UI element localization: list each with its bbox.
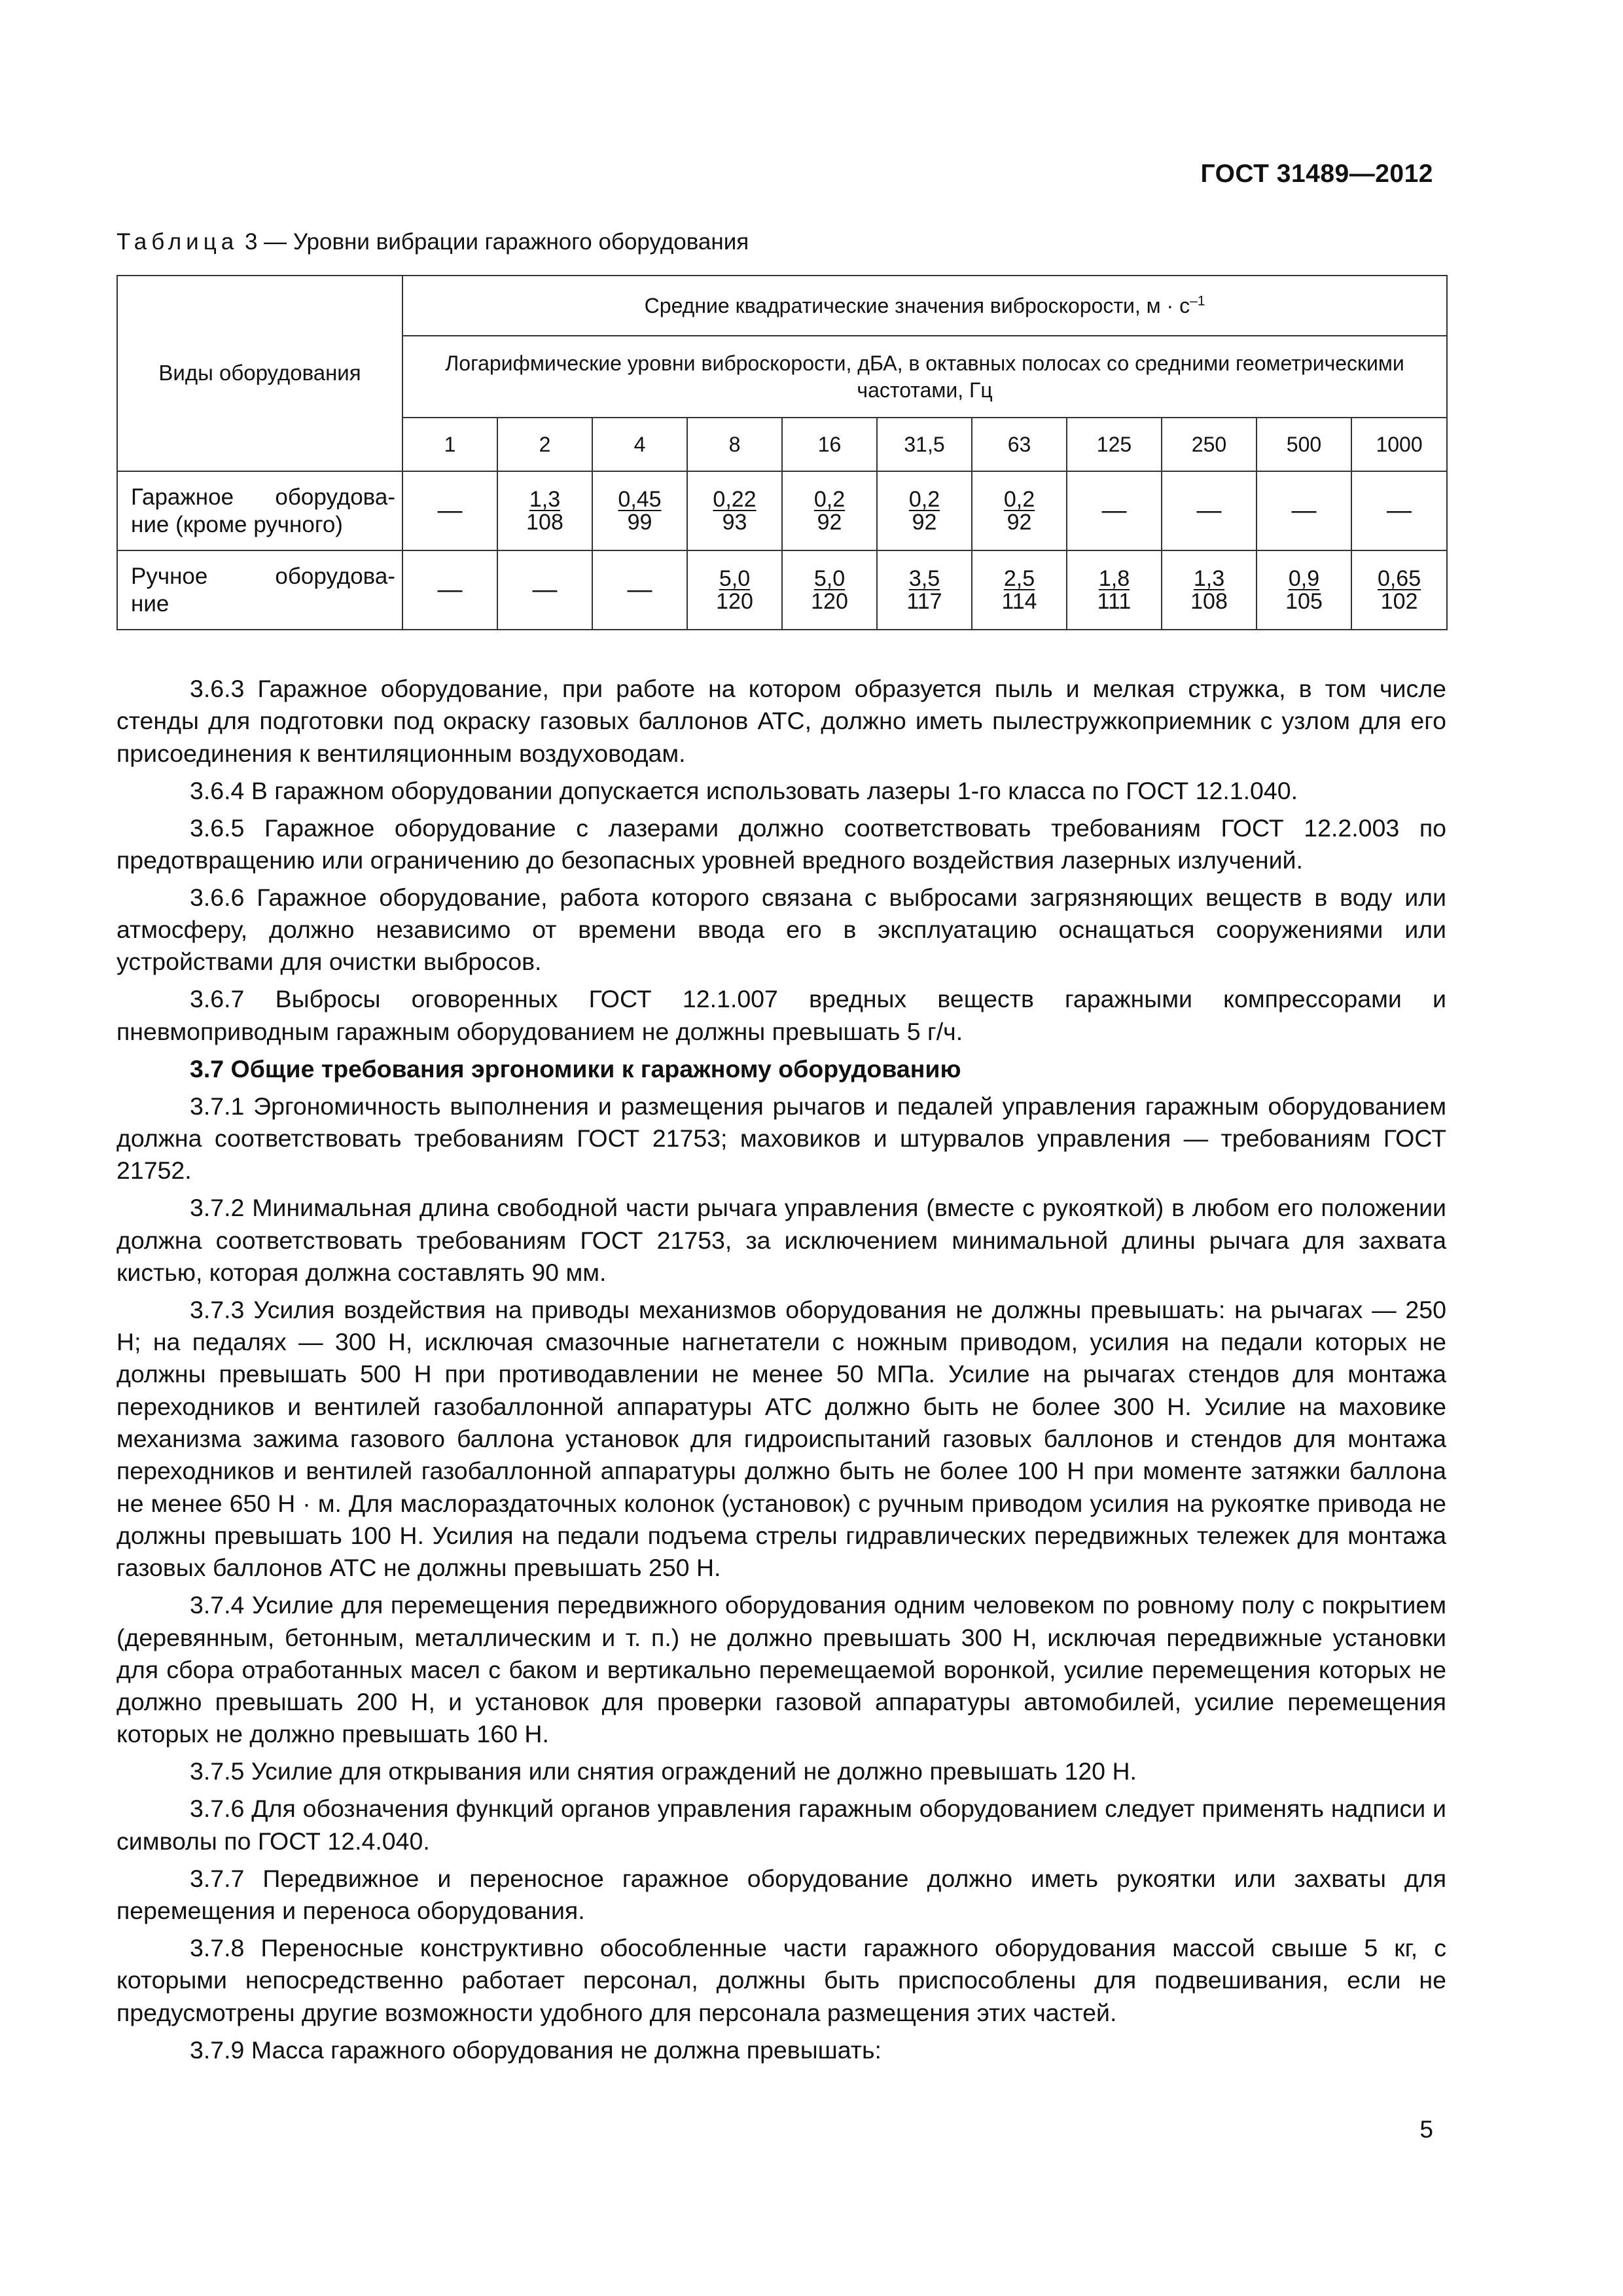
paragraph-3-7-4: 3.7.4 Усилие для перемещения передвижного оборудования одним человеком по ровному полу с покрытием (деревянным, бетонным, металлическим и т. п.) не должно превышать 300 Н, исключая передвижные установки для сбора отработанных масел с баком и вертикально перемещаемой воронкой, усилие перемещения которых не должно превышать 200 Н, и установок для проверки газовой аппаратуры автомобилей, усилие перемещения которых не должно превышать 160 Н. [116,1591,1446,1748]
freq-cell: 16 [782,418,877,471]
value-cell [1162,550,1257,630]
rms-value: 1,3 [529,486,561,512]
db-value: 108 [526,510,563,535]
rms-header-exponent: –1 [1190,293,1205,308]
freq-cell: 2 [497,418,592,471]
value-fraction [1097,567,1132,613]
db-value: 120 [716,589,753,614]
paragraph-3-7-3: 3.7.3 Усилия воздействия на приводы механизмов оборудования не должны превышать: на рычагах — 250 Н; на педалях — 300 Н, исключая смазочные нагнетатели с ножным приводом, усилия на педали которых не должны превышать 500 Н при противодавлении не менее 50 МПа. Усилие на рычагах стендов для монтажа переходников и вентилей газобаллонной аппаратуры АТС должно быть не более 300 Н. Усилие на маховике механизма зажима газового баллона установок для гидроиспытаний газовых баллонов и стендов для монтажа переходников и вентилей газобаллонной аппаратуры должно быть не более 100 Н при моменте затяжки баллона не менее 650 Н · м. Для маслораздаточных колонок (установок) с ручным приводом усилия на рукоятке привода не должны превышать 100 Н. Усилия на педали подъема стрелы гидравлических передвижных тележек для монтажа газовых баллонов АТС не должны превышать 250 Н. [116,1295,1446,1582]
paragraph-3-7-5: 3.7.5 Усилие для открывания или снятия ограждений не должно превышать 120 Н. [190,1757,1137,1785]
empty-dash: — [1291,497,1317,524]
rms-value: 0,22 [713,486,757,512]
value-fraction [906,567,942,613]
paragraph-3-6-4: 3.6.4 В гаражном оборудовании допускается использовать лазеры 1-го класса по ГОСТ 12.1.040. [190,776,1298,804]
empty-dash: — [627,576,652,603]
db-value: 105 [1285,589,1323,614]
table-caption [116,229,749,255]
section-heading-3-7: 3.7 Общие требования эргономики к гаражному оборудованию [190,1054,961,1083]
freq-cell: 1000 [1351,418,1447,471]
value-cell [592,471,687,550]
value-cell [402,550,497,630]
value-fraction [713,488,756,534]
table-caption-word: Таблица [116,229,239,255]
paragraph-3-6-5: 3.6.5 Гаражное оборудование с лазерами должно соответствовать требованиям ГОСТ 12.2.003 по предотвращению или ограничению до безопасных уровней вредного воздействия лазерных излучений. [116,814,1446,874]
row-name-line: ние (кроме ручного) [131,511,343,537]
empty-dash: — [1387,497,1412,524]
db-value: 117 [906,589,942,614]
value-fraction [1004,488,1035,534]
value-cell [782,471,877,550]
paragraph-3-7-9: 3.7.9 Масса гаражного оборудования не должна превышать: [190,2036,882,2064]
value-fraction [1378,567,1421,613]
value-cell [1257,471,1351,550]
log-levels-header: Логарифмические уровни виброскорости, дБА, в октавных полосах со средними геометрическими частотами, Гц [402,336,1447,418]
row-name [117,550,402,630]
value-cell [972,471,1067,550]
value-cell [877,471,972,550]
db-value: 92 [817,510,842,535]
paragraph-3-7-8: 3.7.8 Переносные конструктивно обособленные части гаражного оборудования массой свыше 5 кг, с которыми непосредственно работает персонал, должны быть приспособлены для подвешивания, если не предусмотрены другие возможности удобного для персонала размещения этих частей. [116,1933,1446,2026]
row-name-line: ние [131,590,169,617]
db-value: 102 [1380,589,1418,614]
value-cell [782,550,877,630]
value-fraction [1285,567,1323,613]
body-text [116,673,1446,2066]
table-row [117,471,1447,550]
freq-cell: 31,5 [877,418,972,471]
value-fraction [811,567,848,613]
db-value: 93 [722,510,747,535]
table-caption-title: 3 — Уровни вибрации гаражного оборудования [238,229,749,255]
freq-cell: 500 [1257,418,1351,471]
value-cell [1351,550,1447,630]
value-cell [877,550,972,630]
rms-value: 5,0 [813,565,846,591]
paragraph-3-6-7: 3.6.7 Выбросы оговоренных ГОСТ 12.1.007 вредных веществ гаражными компрессорами и пневмоприводным гаражным оборудованием не должны превышать 5 г/ч. [116,985,1446,1045]
table-row [117,550,1447,630]
db-value: 92 [912,510,937,535]
value-fraction [716,567,753,613]
db-value: 120 [811,589,848,614]
empty-dash: — [437,497,463,524]
row-name [117,471,402,550]
freq-cell: 250 [1162,418,1257,471]
rms-header [402,276,1447,336]
value-cell [687,471,782,550]
db-value: 114 [1001,589,1037,614]
freq-cell: 1 [402,418,497,471]
rms-value: 3,5 [908,565,940,591]
empty-dash: — [532,576,558,603]
value-cell [497,550,592,630]
db-value: 99 [627,510,652,535]
value-fraction [1190,567,1228,613]
value-fraction [618,488,661,534]
paragraph-3-6-6: 3.6.6 Гаражное оборудование, работа которого связана с выбросами загрязняющих веществ в воду или атмосферу, должно независимо от времени ввода его в эксплуатацию оснащаться сооружениями или устройствами для очистки выбросов. [116,883,1446,976]
rms-value: 0,2 [1003,486,1035,512]
rms-value: 1,8 [1098,565,1130,591]
freq-cell: 4 [592,418,687,471]
empty-dash: — [437,576,463,603]
document-code: ГОСТ 31489—2012 [1200,160,1433,188]
value-cell [592,550,687,630]
freq-cell: 125 [1067,418,1162,471]
paragraph-3-7-6: 3.7.6 Для обозначения функций органов управления гаражным оборудованием следует применять надписи и символы по ГОСТ 12.4.040. [116,1795,1446,1855]
paragraph-3-7-1: 3.7.1 Эргономичность выполнения и размещения рычагов и педалей управления гаражным оборудованием должна соответствовать требованиям ГОСТ 21753; маховиков и штурвалов управления — требованиям ГОСТ 21752. [116,1092,1446,1185]
value-cell [1351,471,1447,550]
page-number: 5 [1419,2116,1433,2143]
value-cell [1162,471,1257,550]
equipment-type-header: Виды оборудования [117,276,402,471]
value-fraction [526,488,563,534]
value-cell [1067,471,1162,550]
rms-value: 0,2 [908,486,940,512]
freq-cell: 8 [687,418,782,471]
rms-value: 0,9 [1288,565,1320,591]
empty-dash: — [1101,497,1127,524]
value-fraction [1001,567,1037,613]
paragraph-3-7-7: 3.7.7 Передвижное и переносное гаражное оборудование должно иметь рукоятки или захваты для перемещения и переноса оборудования. [116,1864,1446,1924]
db-value: 111 [1097,589,1132,614]
value-cell [1257,550,1351,630]
rms-value: 2,5 [1003,565,1035,591]
vibration-table [116,275,1448,630]
value-fraction [909,488,940,534]
freq-cell: 63 [972,418,1067,471]
paragraph-3-6-3: 3.6.3 Гаражное оборудование, при работе на котором образуется пыль и мелкая стружка, в том числе стенды для подготовки под окраску газовых баллонов АТС, должно иметь пылестружкоприемник с узлом для его присоединения к вентиляционным воздуховодам. [116,675,1446,767]
rms-value: 5,0 [719,565,751,591]
value-cell [1067,550,1162,630]
row-name-line: Гаражное оборудова- [131,484,395,510]
row-name-line: Ручное оборудова- [131,563,395,589]
paragraph-3-7-2: 3.7.2 Минимальная длина свободной части рычага управления (вместе с рукояткой) в любом его положении должна соответствовать требованиям ГОСТ 21753, за исключением минимальной длины рычага для захвата кистью, которая должна составлять 90 мм. [116,1194,1446,1286]
value-cell [402,471,497,550]
db-value: 92 [1007,510,1032,535]
value-cell [687,550,782,630]
rms-value: 1,3 [1193,565,1225,591]
empty-dash: — [1196,497,1222,524]
value-cell [497,471,592,550]
rms-value: 0,2 [813,486,846,512]
rms-header-text: Средние квадратические значения виброскорости, м · с [644,293,1190,317]
value-fraction [814,488,845,534]
db-value: 108 [1190,589,1228,614]
rms-value: 0,45 [618,486,662,512]
value-cell [972,550,1067,630]
rms-value: 0,65 [1377,565,1421,591]
